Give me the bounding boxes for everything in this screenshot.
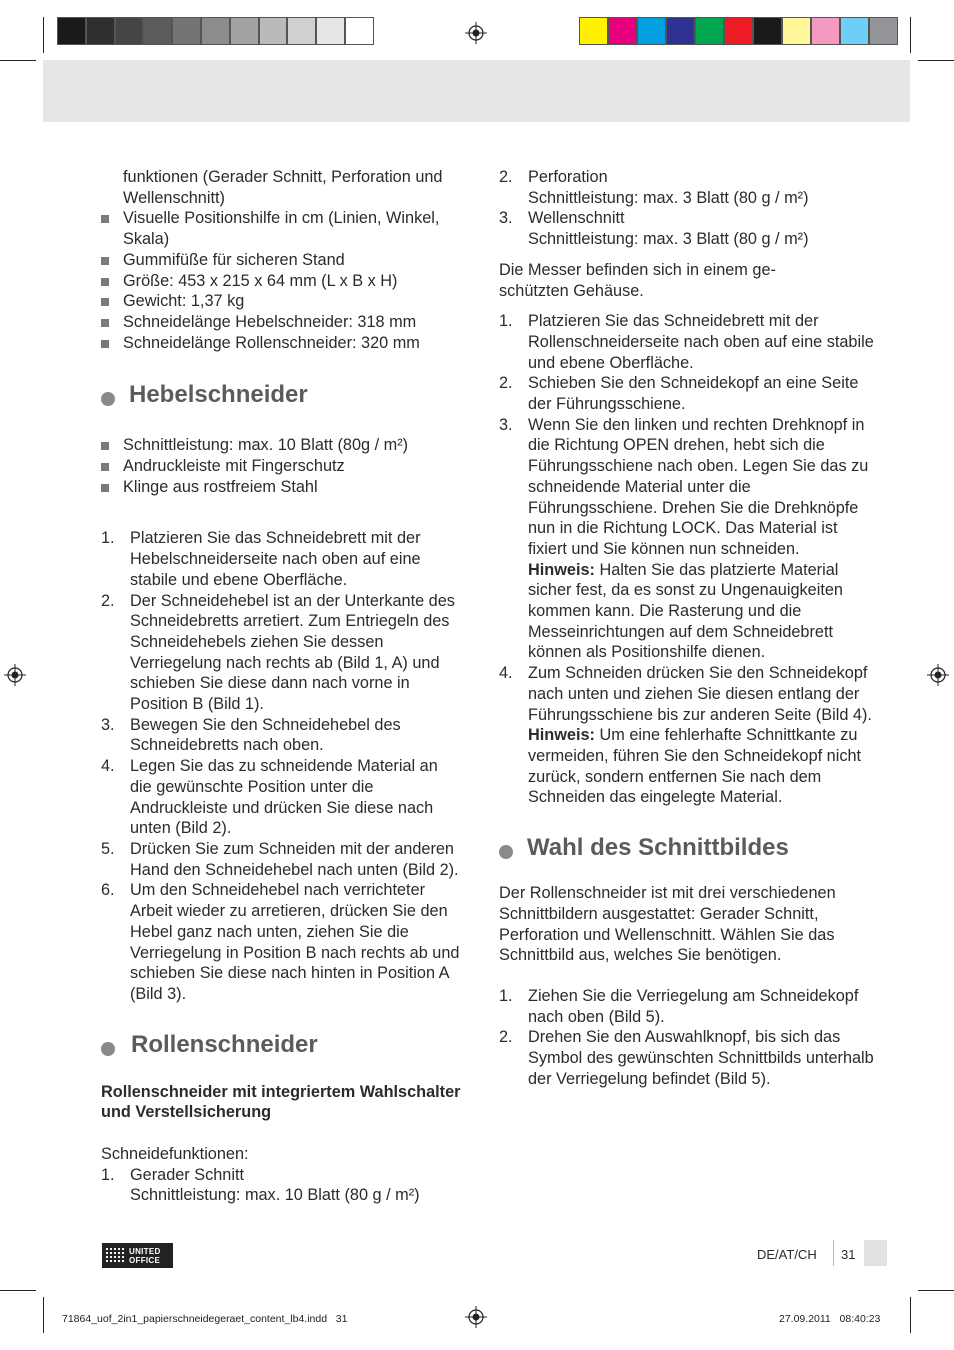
color-swatch (143, 17, 172, 45)
item-number: 1. (101, 1165, 115, 1184)
registration-mark-icon (4, 664, 26, 686)
color-swatch (57, 17, 86, 45)
color-swatch (259, 17, 288, 45)
crop-mark (43, 17, 44, 53)
hint-text: Um eine fehlerhafte Schnittkante zu vermeiden, führen Sie den Schneidekopf nicht zurück, sondern entfernen Sie nach dem Schneiden das eingelegte Material. (528, 726, 862, 807)
step-text: Bewegen Sie den Schneidehebel des Schneidebretts nach oben. (130, 715, 401, 755)
step-text: Um den Schneidehebel nach verrichteter Arbeit wieder zu arretieren, drücken Sie den Hebel ganz nach unten, ziehen Sie die Verriegelung in Position B nach rechts ab und schieben Sie diese nach hinten in Position A (Bild 3). (130, 881, 460, 1003)
bullet-item: Schneidelänge Hebelschneider: 318 mm (101, 312, 461, 333)
grayscale-color-bar (57, 17, 374, 45)
bullet-item: Größe: 453 x 215 x 64 mm (L x B x H) (101, 271, 461, 292)
function-item (499, 208, 879, 249)
hebel-bullet-list (101, 435, 461, 497)
color-swatch (811, 17, 840, 45)
slug-date: 27.09.2011 08:40:23 (779, 1313, 881, 1325)
rollenschneider-heading: Rollenschneider (101, 1031, 461, 1059)
step-text: Wenn Sie den linken und rechten Drehknopf in die Richtung OPEN drehen, hebt sich die Führungsschiene nach oben. Legen Sie das zu schneidende Material unter die Führungsschiene. Drehen Sie die Drehknöpfe nun in die Richtung LOCK. Das Material ist fixiert und Sie können nun schneiden. (528, 415, 869, 558)
logo-dot-grid-icon (105, 1247, 125, 1264)
crop-mark (0, 60, 36, 61)
color-swatch (86, 17, 115, 45)
slug-filename: 71864_uof_2in1_papierschneidegeraet_content_lb4.indd 31 (62, 1313, 348, 1325)
color-swatch (695, 17, 724, 45)
step-number: 3. (499, 415, 513, 434)
step-number: 5. (101, 839, 115, 858)
step-number: 1. (499, 986, 513, 1005)
header-band (43, 60, 910, 122)
crop-mark (910, 1297, 911, 1333)
crop-mark (910, 17, 911, 53)
logo-text: UNITED OFFICE (129, 1246, 161, 1265)
color-swatch (172, 17, 201, 45)
item-number: 2. (499, 168, 513, 186)
color-swatch (840, 17, 869, 45)
color-swatch (782, 17, 811, 45)
numbered-step (101, 880, 461, 1004)
feature-list (101, 208, 461, 353)
bullet-item: Gewicht: 1,37 kg (101, 291, 461, 312)
hint-text: Halten Sie das platzierte Material sicher fest, da es sonst zu Ungenauigkeiten kommen kann. Die Rasterung und die Messeinrichtungen auf dem Schneidebrett können als Positionshilfe dienen. (528, 560, 843, 662)
schneidefunktionen-label: Schneidefunktionen: (101, 1145, 249, 1164)
function-capacity: Schnittleistung: max. 10 Blatt (80 g / m²) (130, 1186, 420, 1205)
crop-mark (43, 1297, 44, 1333)
color-swatch (345, 17, 374, 45)
wahl-steps-list (499, 986, 879, 1090)
step-number: 2. (499, 374, 513, 393)
color-swatch (753, 17, 782, 45)
numbered-step (101, 839, 461, 880)
step-number: 3. (101, 715, 115, 734)
rollen-steps-list (499, 311, 879, 808)
color-swatch (724, 17, 753, 45)
wahl-text: Der Rollenschneider ist mit drei verschiedenen Schnittbildern ausgestattet: Gerader Schnitt, Perforation und Wellenschnitt. Wählen Sie das Schnittbild aus, welches Sie benötigen. (499, 884, 836, 965)
numbered-step (499, 415, 879, 663)
step-number: 4. (499, 664, 513, 683)
function-name: Gerader Schnitt (130, 1165, 245, 1184)
bullet-item: Gummifüße für sicheren Stand (101, 250, 461, 271)
item-number: 3. (499, 209, 513, 228)
crop-mark (918, 1290, 954, 1291)
registration-mark-icon (927, 664, 949, 686)
color-swatch (230, 17, 259, 45)
rollen-subheading: Rollenschneider mit integriertem Wahlschalter und Verstellsicherung (101, 1082, 461, 1122)
numbered-step (101, 756, 461, 839)
crop-mark (918, 60, 954, 61)
color-swatch (637, 17, 666, 45)
function-name: Perforation (528, 168, 608, 186)
left-column (101, 167, 461, 1206)
function-capacity: Schnittleistung: max. 3 Blatt (80 g / m²) (528, 230, 809, 249)
step-text: Platzieren Sie das Schneidebrett mit der Rollenschneiderseite nach oben auf eine stabile und ebene Oberfläche. (528, 312, 874, 372)
color-swatch (666, 17, 695, 45)
numbered-step (499, 373, 879, 414)
bullet-item: Visuelle Positionshilfe in cm (Linien, Winkel, Skala) (101, 208, 461, 249)
step-text: Schieben Sie den Schneidekopf an eine Seite der Führungsschiene. (528, 374, 859, 414)
footer-divider (833, 1240, 834, 1266)
footer-tab (864, 1240, 887, 1266)
hebelschneider-heading: Hebelschneider (101, 381, 461, 409)
crop-mark (0, 1290, 36, 1291)
color-swatch (579, 17, 608, 45)
color-swatch (287, 17, 316, 45)
right-column (499, 167, 879, 1089)
numbered-step (499, 311, 879, 373)
bullet-item: Schneidelänge Rollenschneider: 320 mm (101, 333, 461, 354)
hebel-steps-list (101, 528, 461, 1004)
step-text: Ziehen Sie die Verriegelung am Schneidekopf nach oben (Bild 5). (528, 986, 859, 1026)
step-text: Platzieren Sie das Schneidebrett mit der Hebelschneiderseite nach oben auf eine stabile und ebene Oberfläche. (130, 529, 421, 589)
step-number: 6. (101, 881, 115, 900)
step-text: Der Schneidehebel ist an der Unterkante des Schneidebretts arretiert. Zum Entriegeln des Schneidehebels ziehen Sie dessen Verriegelung nach rechts ab (Bild 1, A) und schieben Sie diese dann nach vorne in Position B (Bild 1). (130, 591, 455, 714)
step-number: 1. (499, 312, 513, 331)
numbered-step (499, 1027, 879, 1089)
color-swatch (316, 17, 345, 45)
step-number: 4. (101, 757, 115, 776)
bullet-item: Klinge aus rostfreiem Stahl (101, 477, 461, 498)
registration-mark-icon (465, 22, 487, 44)
wahl-heading: Wahl des Schnittbildes (499, 834, 879, 862)
function-item (499, 167, 879, 208)
color-swatch (869, 17, 898, 45)
numbered-step (101, 528, 461, 590)
numbered-step (101, 591, 461, 715)
intro-continuation: funktionen (Gerader Schnitt, Perforation und Wellenschnitt) (123, 168, 443, 207)
process-color-bar (579, 17, 898, 45)
step-text: Drücken Sie zum Schneiden mit der anderen Hand den Schneidehebel nach unten (Bild 2). (130, 839, 459, 879)
function-capacity: Schnittleistung: max. 3 Blatt (80 g / m²) (528, 188, 809, 207)
step-text: Drehen Sie den Auswahlknopf, bis sich das Symbol des gewünschten Schnittbilds unterhalb der Verriegelung befindet (Bild 5). (528, 1028, 874, 1088)
function-item (101, 1165, 461, 1206)
numbered-step (499, 663, 879, 808)
step-text: Legen Sie das zu schneidende Material an die gewünschte Position unter die Andruckleiste und drücken Sie diese nach unten (Bild 2). (130, 757, 438, 838)
bullet-item: Andruckleiste mit Fingerschutz (101, 456, 461, 477)
numbered-step (499, 986, 879, 1027)
step-text: Zum Schneiden drücken Sie den Schneidekopf nach unten und ziehen Sie diesen entlang der Führungsschiene bis zur anderen Seite (Bild 4). (528, 664, 872, 724)
step-number: 2. (101, 591, 115, 610)
step-number: 2. (499, 1028, 513, 1047)
page-number: 31 (841, 1247, 856, 1262)
function-name: Wellenschnitt (528, 209, 625, 228)
numbered-step (101, 715, 461, 756)
messer-text: Die Messer befinden sich in einem geschützten Gehäuse. (499, 260, 776, 300)
color-swatch (608, 17, 637, 45)
step-number: 1. (101, 529, 115, 548)
hint-label: Hinweis: (528, 726, 595, 745)
united-office-logo (102, 1243, 173, 1268)
color-swatch (115, 17, 144, 45)
bullet-item: Schnittleistung: max. 10 Blatt (80g / m²) (101, 435, 461, 456)
footer-language: DE/AT/CH (757, 1247, 817, 1262)
registration-mark-icon (465, 1306, 487, 1328)
color-swatch (201, 17, 230, 45)
hint-label: Hinweis: (528, 560, 595, 579)
